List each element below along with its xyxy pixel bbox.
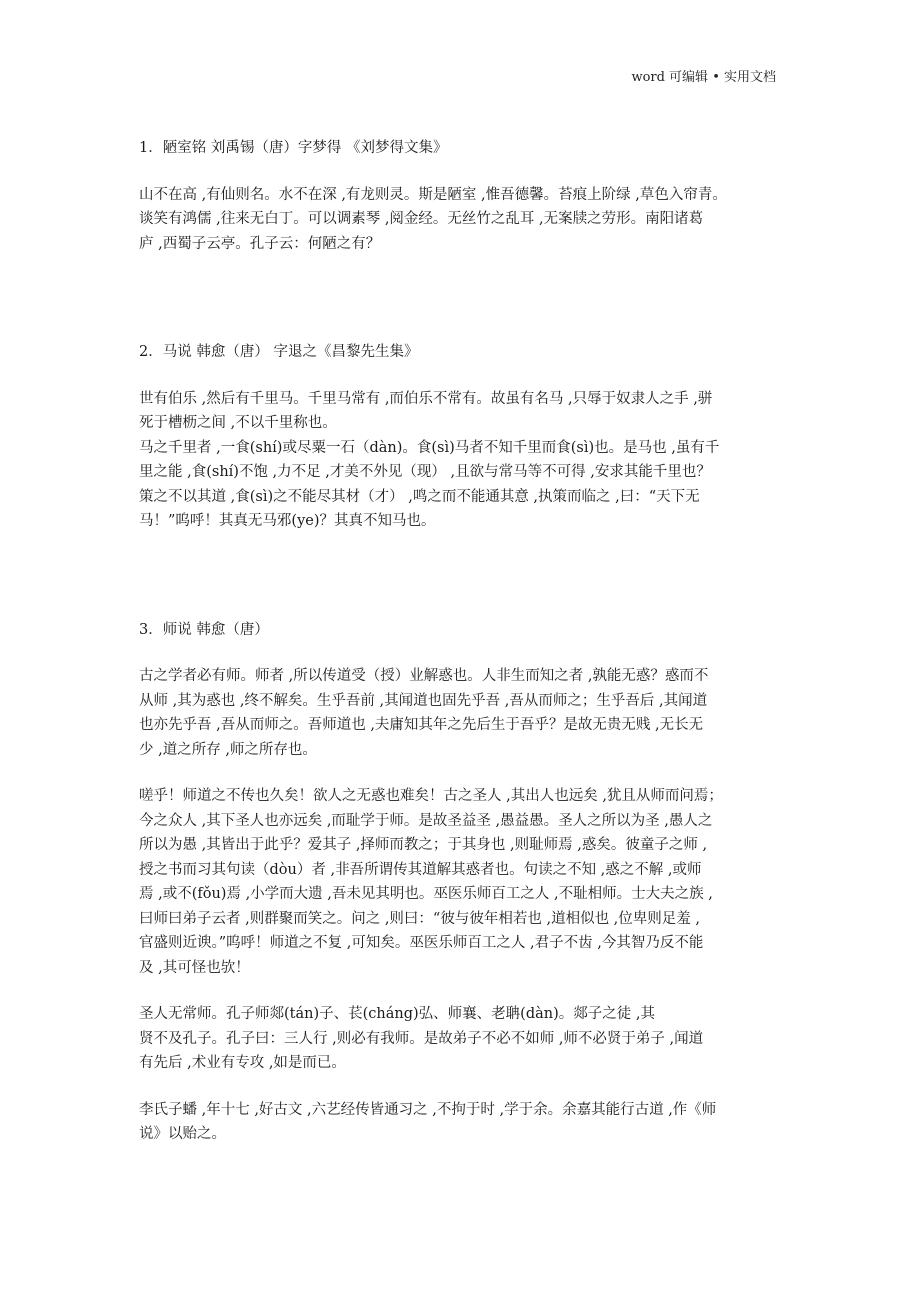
section-paragraph: 圣人无常师。孔子师郯(tán)子、苌(cháng)弘、师襄、老聃(dàn)。郯子之徒 ,其 贤不及孔子。孔子曰：三人行 ,则必有我师。是故弟子不必不如师 ,师不必贤于弟子 ,闻道 有先后 ,术业有专攻 ,如是而已。 <box>139 1006 704 1071</box>
section-paragraph: 世有伯乐 ,然后有千里马。千里马常有 ,而伯乐不常有。故虽有名马 ,只辱于奴隶人之手 ,骈 死于槽枥之间 ,不以千里称也。 马之千里者 ,一食(shí)或尽粟一石（dàn)。食(sì)马者不知千里而食(sì)也。是马也 ,虽有千 里之能 ,食(shí)不饱 ,力不足 ,才美不外见（现） ,且欲与常马等不可得 ,安求其能千里也？ 策之不以其道 ,食(sì)之不能尽其材（才） ,鸣之而不能通其意 ,执策而临之 ,曰：“天下无 马！”呜呼！其真无马邪(ye)？其真不知马也。 <box>139 390 720 529</box>
document-body <box>139 136 789 1147</box>
section-title: 1．陋室铭 刘禹锡（唐）字梦得 《刘梦得文集》 <box>139 140 448 156</box>
section-title: 3．师说 韩愈（唐） <box>139 621 269 638</box>
section-shi-shuo <box>139 618 789 1147</box>
section-title: 2．马说 韩愈（唐） 字退之《昌黎先生集》 <box>139 344 419 360</box>
section-paragraph: 李氏子蟠 ,年十七 ,好古文 ,六艺经传皆通习之 ,不拘于时 ,学于余。余嘉其能行古道 ,作《师 说》以贻之。 <box>139 1101 717 1142</box>
section-ma-shuo <box>139 340 789 534</box>
page-header: word 可编辑 • 实用文档 <box>631 70 776 85</box>
section-paragraph: 嗟乎！师道之不传也久矣！欲人之无惑也难矣！古之圣人 ,其出人也远矣 ,犹且从师而问焉； 今之众人 ,其下圣人也亦远矣 ,而耻学于师。是故圣益圣 ,愚益愚。圣人之所以为圣 ,愚人之 所以为愚 ,其皆出于此乎？爱其子 ,择师而教之；于其身也 ,则耻师焉 ,惑矣。彼童子之师 , 授之书而习其句读（dòu）者 ,非吾所谓传其道解其惑者也。句读之不知 ,惑之不解 ,或师 焉 ,或不(fǒu)焉 ,小学而大遗 ,吾未见其明也。巫医乐师百工之人 ,不耻相师。士大夫之族 , 曰师曰弟子云者 ,则群聚而笑之。问之 ,则曰：“彼与彼年相若也 ,道相似也 ,位卑则足羞 , 官盛则近谀。”呜呼！师道之不复 ,可知矣。巫医乐师百工之人 ,君子不齿 ,今其智乃反不能 及 ,其可怪也欤！ <box>139 788 723 976</box>
section-lou-shi-ming <box>139 136 789 256</box>
section-paragraph: 古之学者必有师。师者 ,所以传道受（授）业解惑也。人非生而知之者 ,孰能无惑？惑而不 从师 ,其为惑也 ,终不解矣。生乎吾前 ,其闻道也固先乎吾 ,吾从而师之；生乎吾后 ,其闻道 也亦先乎吾 ,吾从而师之。吾师道也 ,夫庸知其年之先后生于吾乎？是故无贵无贱 ,无长无 少 ,道之所存 ,师之所存也。 <box>139 668 709 758</box>
section-paragraph: 山不在高 ,有仙则名。水不在深 ,有龙则灵。斯是陋室 ,惟吾德馨。苔痕上阶绿 ,草色入帘青。 谈笑有鸿儒 ,往来无白丁。可以调素琴 ,阅金经。无丝竹之乱耳 ,无案牍之劳形。南阳诸葛 庐 ,西蜀子云亭。孔子云：何陋之有？ <box>139 186 727 252</box>
